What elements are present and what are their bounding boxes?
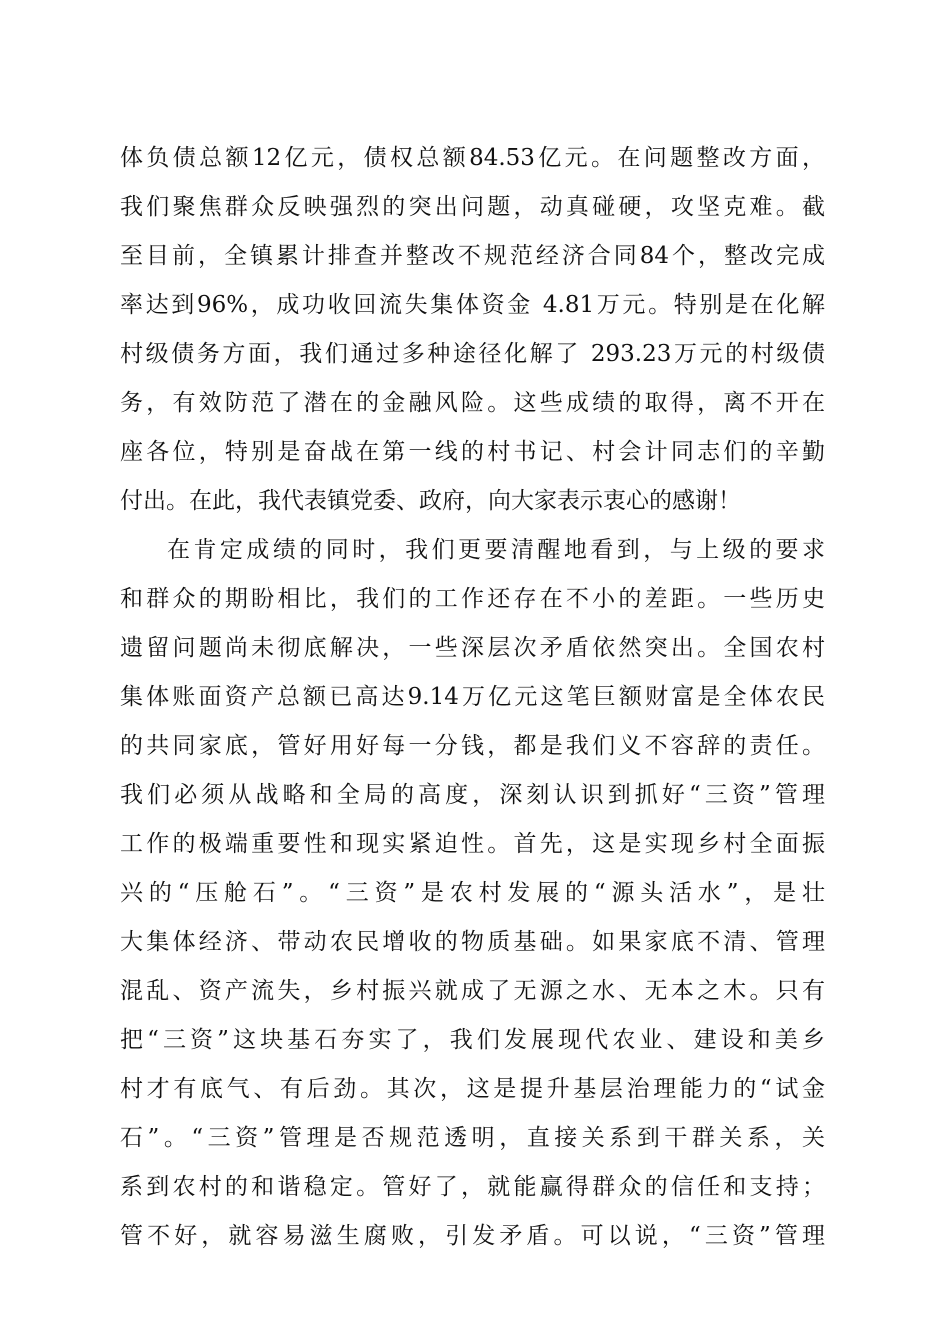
paragraph-2-line: 混乱、资产流失，乡村振兴就成了无源之水、无本之木。只有 <box>120 978 825 1004</box>
body-text <box>120 134 825 1261</box>
paragraph-1-line: 座各位，特别是奋战在第一线的村书记、村会计同志们的辛勤 <box>120 439 825 465</box>
paragraph-2 <box>120 526 825 1261</box>
paragraph-2-line: 管不好，就容易滋生腐败，引发矛盾。可以说，“三资”管理 <box>120 1223 825 1249</box>
paragraph-1-line: 率达到96%，成功收回流失集体资金 4.81万元。特别是在化解 <box>120 292 825 318</box>
paragraph-2-line: 集体账面资产总额已高达9.14万亿元这笔巨额财富是全体农民 <box>120 684 825 710</box>
paragraph-1 <box>120 134 825 526</box>
paragraph-2-line: 遗留问题尚未彻底解决，一些深层次矛盾依然突出。全国农村 <box>120 635 825 661</box>
paragraph-2-line: 大集体经济、带动农民增收的物质基础。如果家底不清、管理 <box>120 929 825 955</box>
paragraph-1-line: 付出。在此，我代表镇党委、政府，向大家表示衷心的感谢！ <box>120 488 741 514</box>
paragraph-2-line: 工作的极端重要性和现实紧迫性。首先，这是实现乡村全面振 <box>120 831 825 857</box>
paragraph-1-line: 村级债务方面，我们通过多种途径化解了 293.23万元的村级债 <box>120 341 825 367</box>
paragraph-1-line: 我们聚焦群众反映强烈的突出问题，动真碰硬，攻坚克难。截 <box>120 194 825 220</box>
paragraph-2-line: 和群众的期盼相比，我们的工作还存在不小的差距。一些历史 <box>120 586 825 612</box>
paragraph-2-line: 石”。“三资”管理是否规范透明，直接关系到干群关系，关 <box>120 1125 825 1151</box>
paragraph-1-line: 至目前，全镇累计排查并整改不规范经济合同84个，整改完成 <box>120 243 825 269</box>
paragraph-2-line: 把“三资”这块基石夯实了，我们发展现代农业、建设和美乡 <box>120 1027 825 1053</box>
paragraph-2-line: 在肯定成绩的同时，我们更要清醒地看到，与上级的要求 <box>167 537 825 563</box>
paragraph-1-line: 务，有效防范了潜在的金融风险。这些成绩的取得，离不开在 <box>120 390 825 416</box>
paragraph-2-line: 我们必须从战略和全局的高度，深刻认识到抓好“三资”管理 <box>120 782 825 808</box>
paragraph-2-line: 系到农村的和谐稳定。管好了，就能赢得群众的信任和支持； <box>120 1174 825 1200</box>
paragraph-2-line: 的共同家底，管好用好每一分钱，都是我们义不容辞的责任。 <box>120 733 825 759</box>
paragraph-2-line: 村才有底气、有后劲。其次，这是提升基层治理能力的“试金 <box>120 1076 825 1102</box>
paragraph-2-line: 兴的“压舱石”。“三资”是农村发展的“源头活水”，是壮 <box>120 880 825 906</box>
paragraph-1-line: 体负债总额12亿元，债权总额84.53亿元。在问题整改方面， <box>120 145 825 171</box>
